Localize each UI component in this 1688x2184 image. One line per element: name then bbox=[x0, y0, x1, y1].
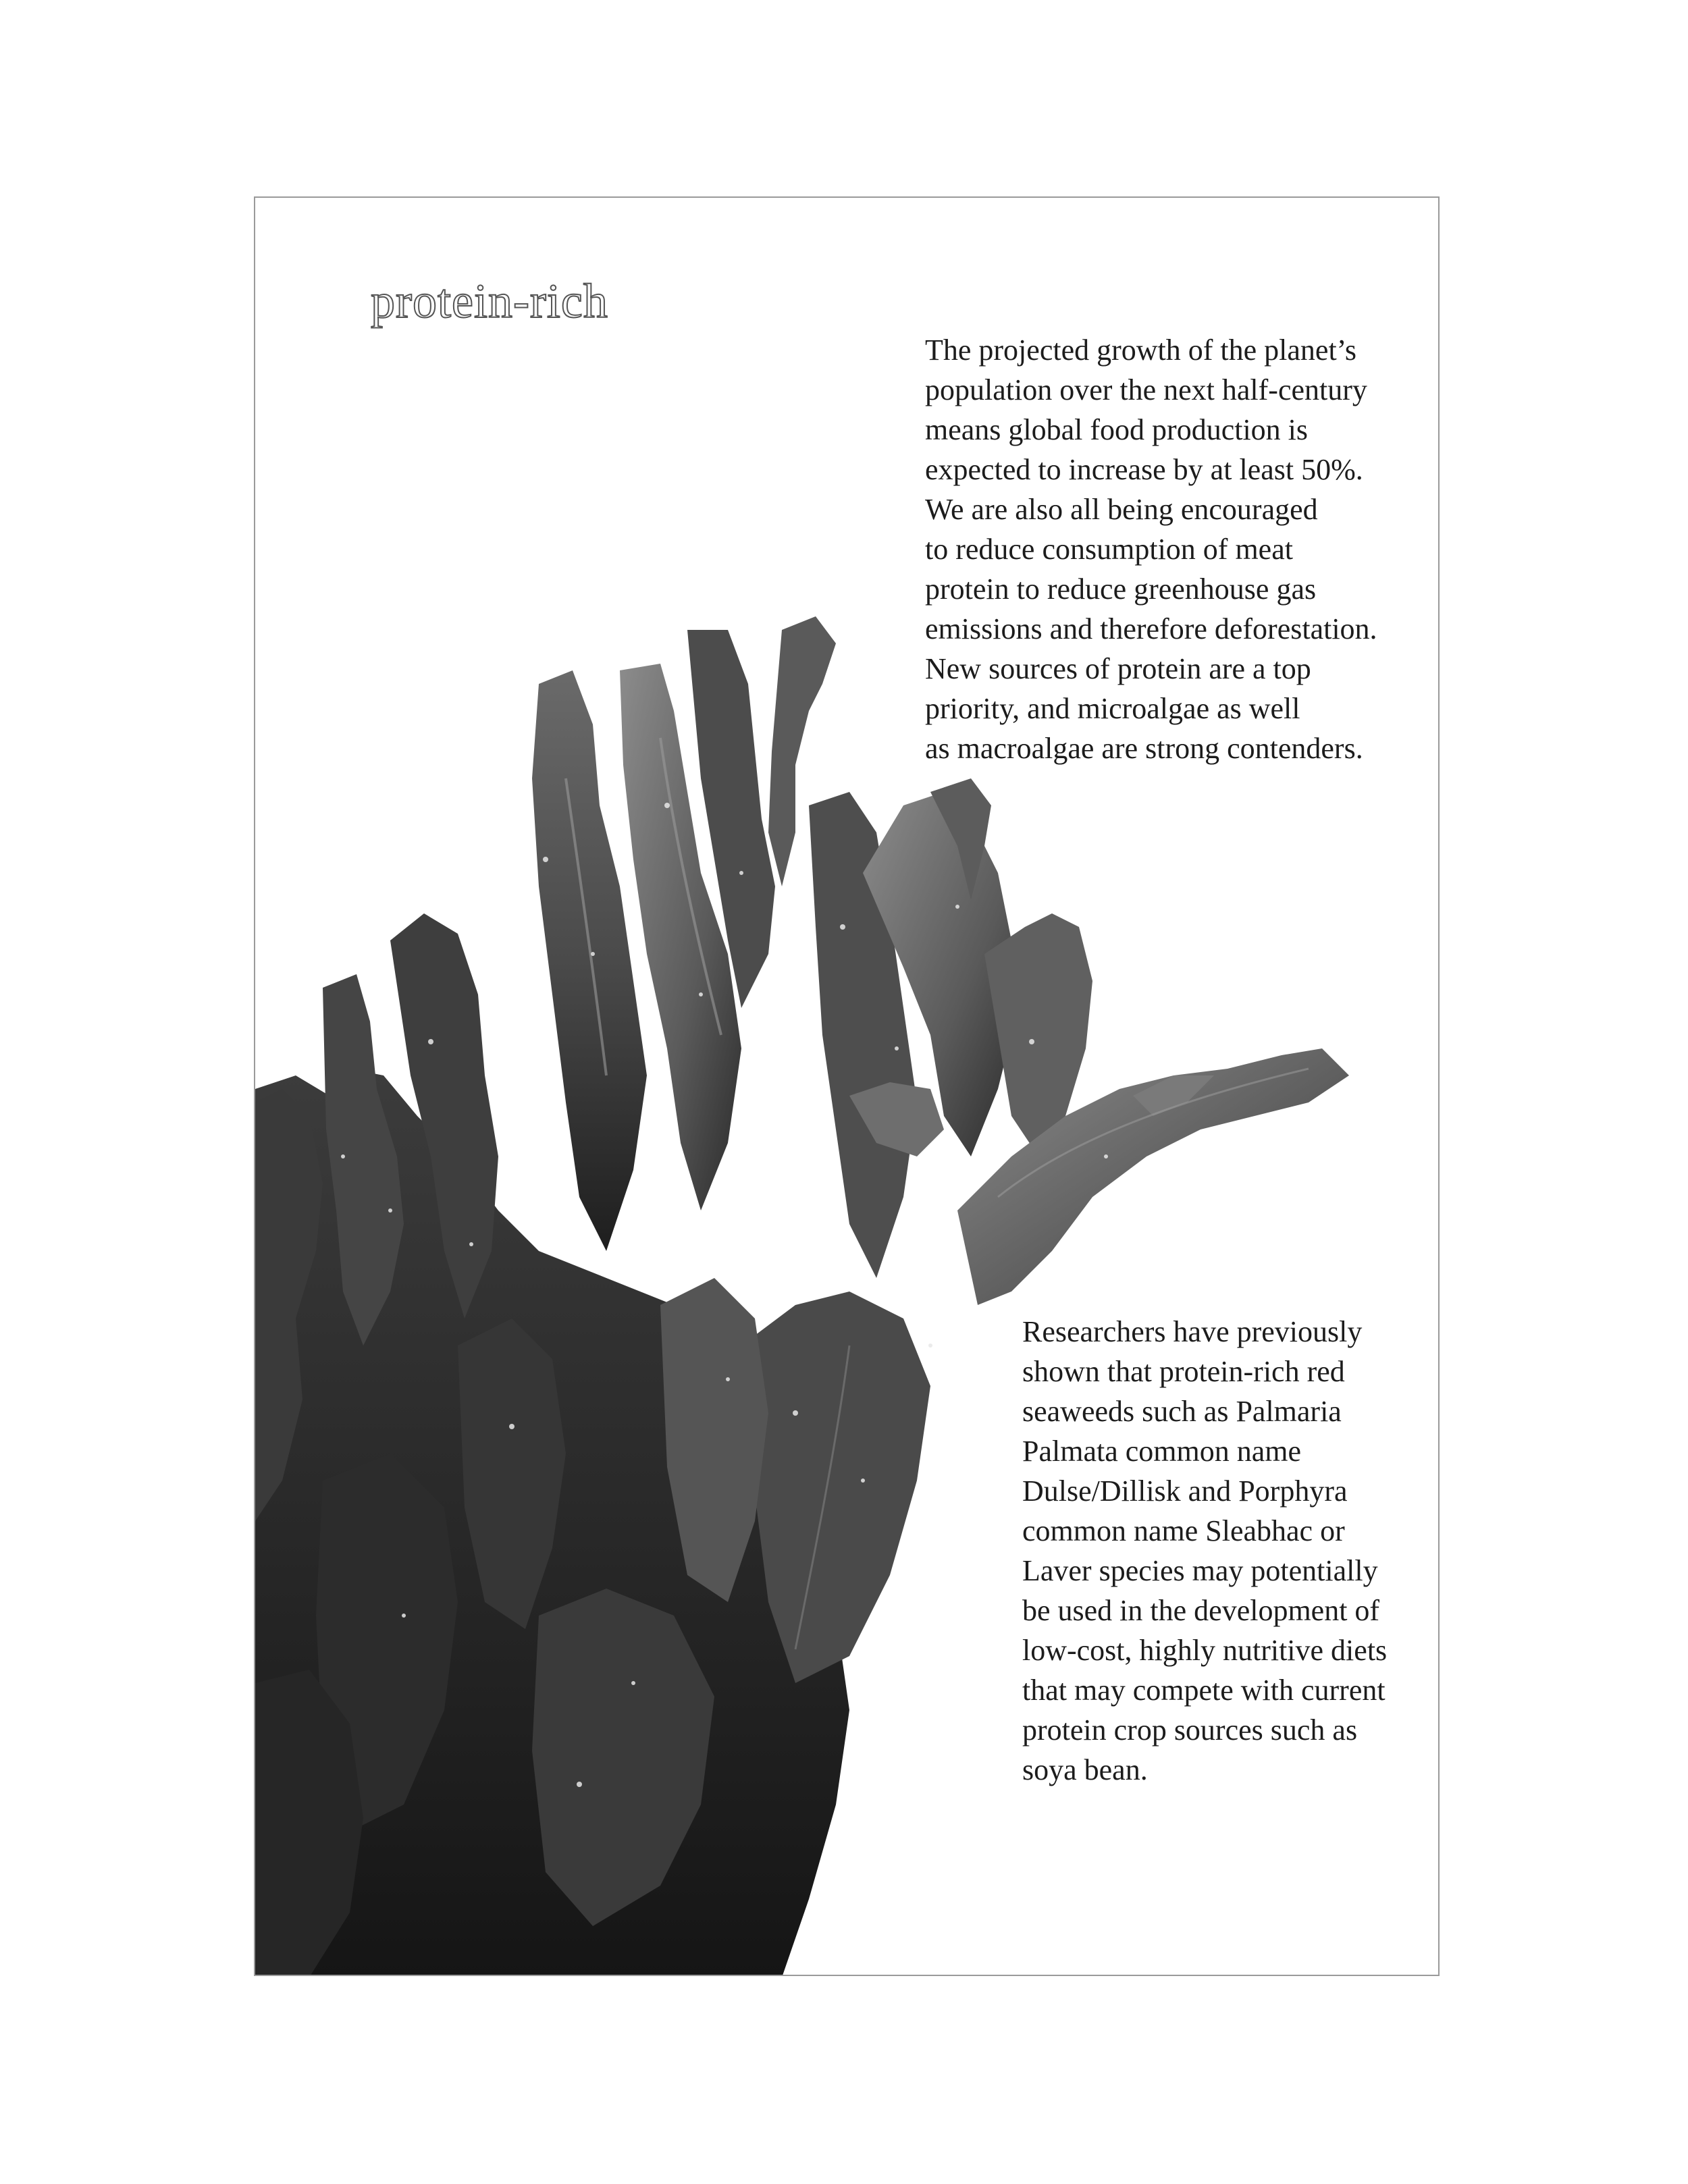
research-line: soya bean. bbox=[1022, 1753, 1148, 1786]
page-frame bbox=[254, 196, 1440, 1976]
research-line: common name Sleabhac or bbox=[1022, 1514, 1345, 1547]
research-line: Laver species may potentially bbox=[1022, 1554, 1378, 1587]
page-title: protein-rich bbox=[371, 274, 608, 328]
research-line: Palmata common name bbox=[1022, 1435, 1301, 1468]
intro-line: The projected growth of the planet’s bbox=[925, 334, 1357, 367]
intro-line: emissions and therefore deforestation. bbox=[925, 612, 1377, 645]
intro-line: to reduce consumption of meat bbox=[925, 533, 1293, 566]
research-line: shown that protein-rich red bbox=[1022, 1355, 1345, 1388]
intro-line: expected to increase by at least 50%. bbox=[925, 453, 1363, 486]
intro-paragraph bbox=[925, 330, 1377, 768]
research-line: seaweeds such as Palmaria bbox=[1022, 1395, 1342, 1428]
research-line: protein crop sources such as bbox=[1022, 1713, 1358, 1747]
research-line: be used in the development of bbox=[1022, 1594, 1380, 1627]
intro-line: We are also all being encouraged bbox=[925, 493, 1318, 526]
research-paragraph bbox=[1022, 1312, 1387, 1790]
intro-line: protein to reduce greenhouse gas bbox=[925, 572, 1317, 606]
intro-line: means global food production is bbox=[925, 413, 1309, 446]
research-line: that may compete with current bbox=[1022, 1674, 1386, 1707]
intro-line: population over the next half-century bbox=[925, 373, 1367, 406]
research-line: Dulse/Dillisk and Porphyra bbox=[1022, 1474, 1348, 1508]
research-line: low-cost, highly nutritive diets bbox=[1022, 1634, 1388, 1667]
intro-line: as macroalgae are strong contenders. bbox=[925, 732, 1363, 765]
research-line: Researchers have previously bbox=[1022, 1315, 1363, 1348]
intro-line: priority, and microalgae as well bbox=[925, 692, 1300, 725]
intro-line: New sources of protein are a top bbox=[925, 652, 1311, 685]
